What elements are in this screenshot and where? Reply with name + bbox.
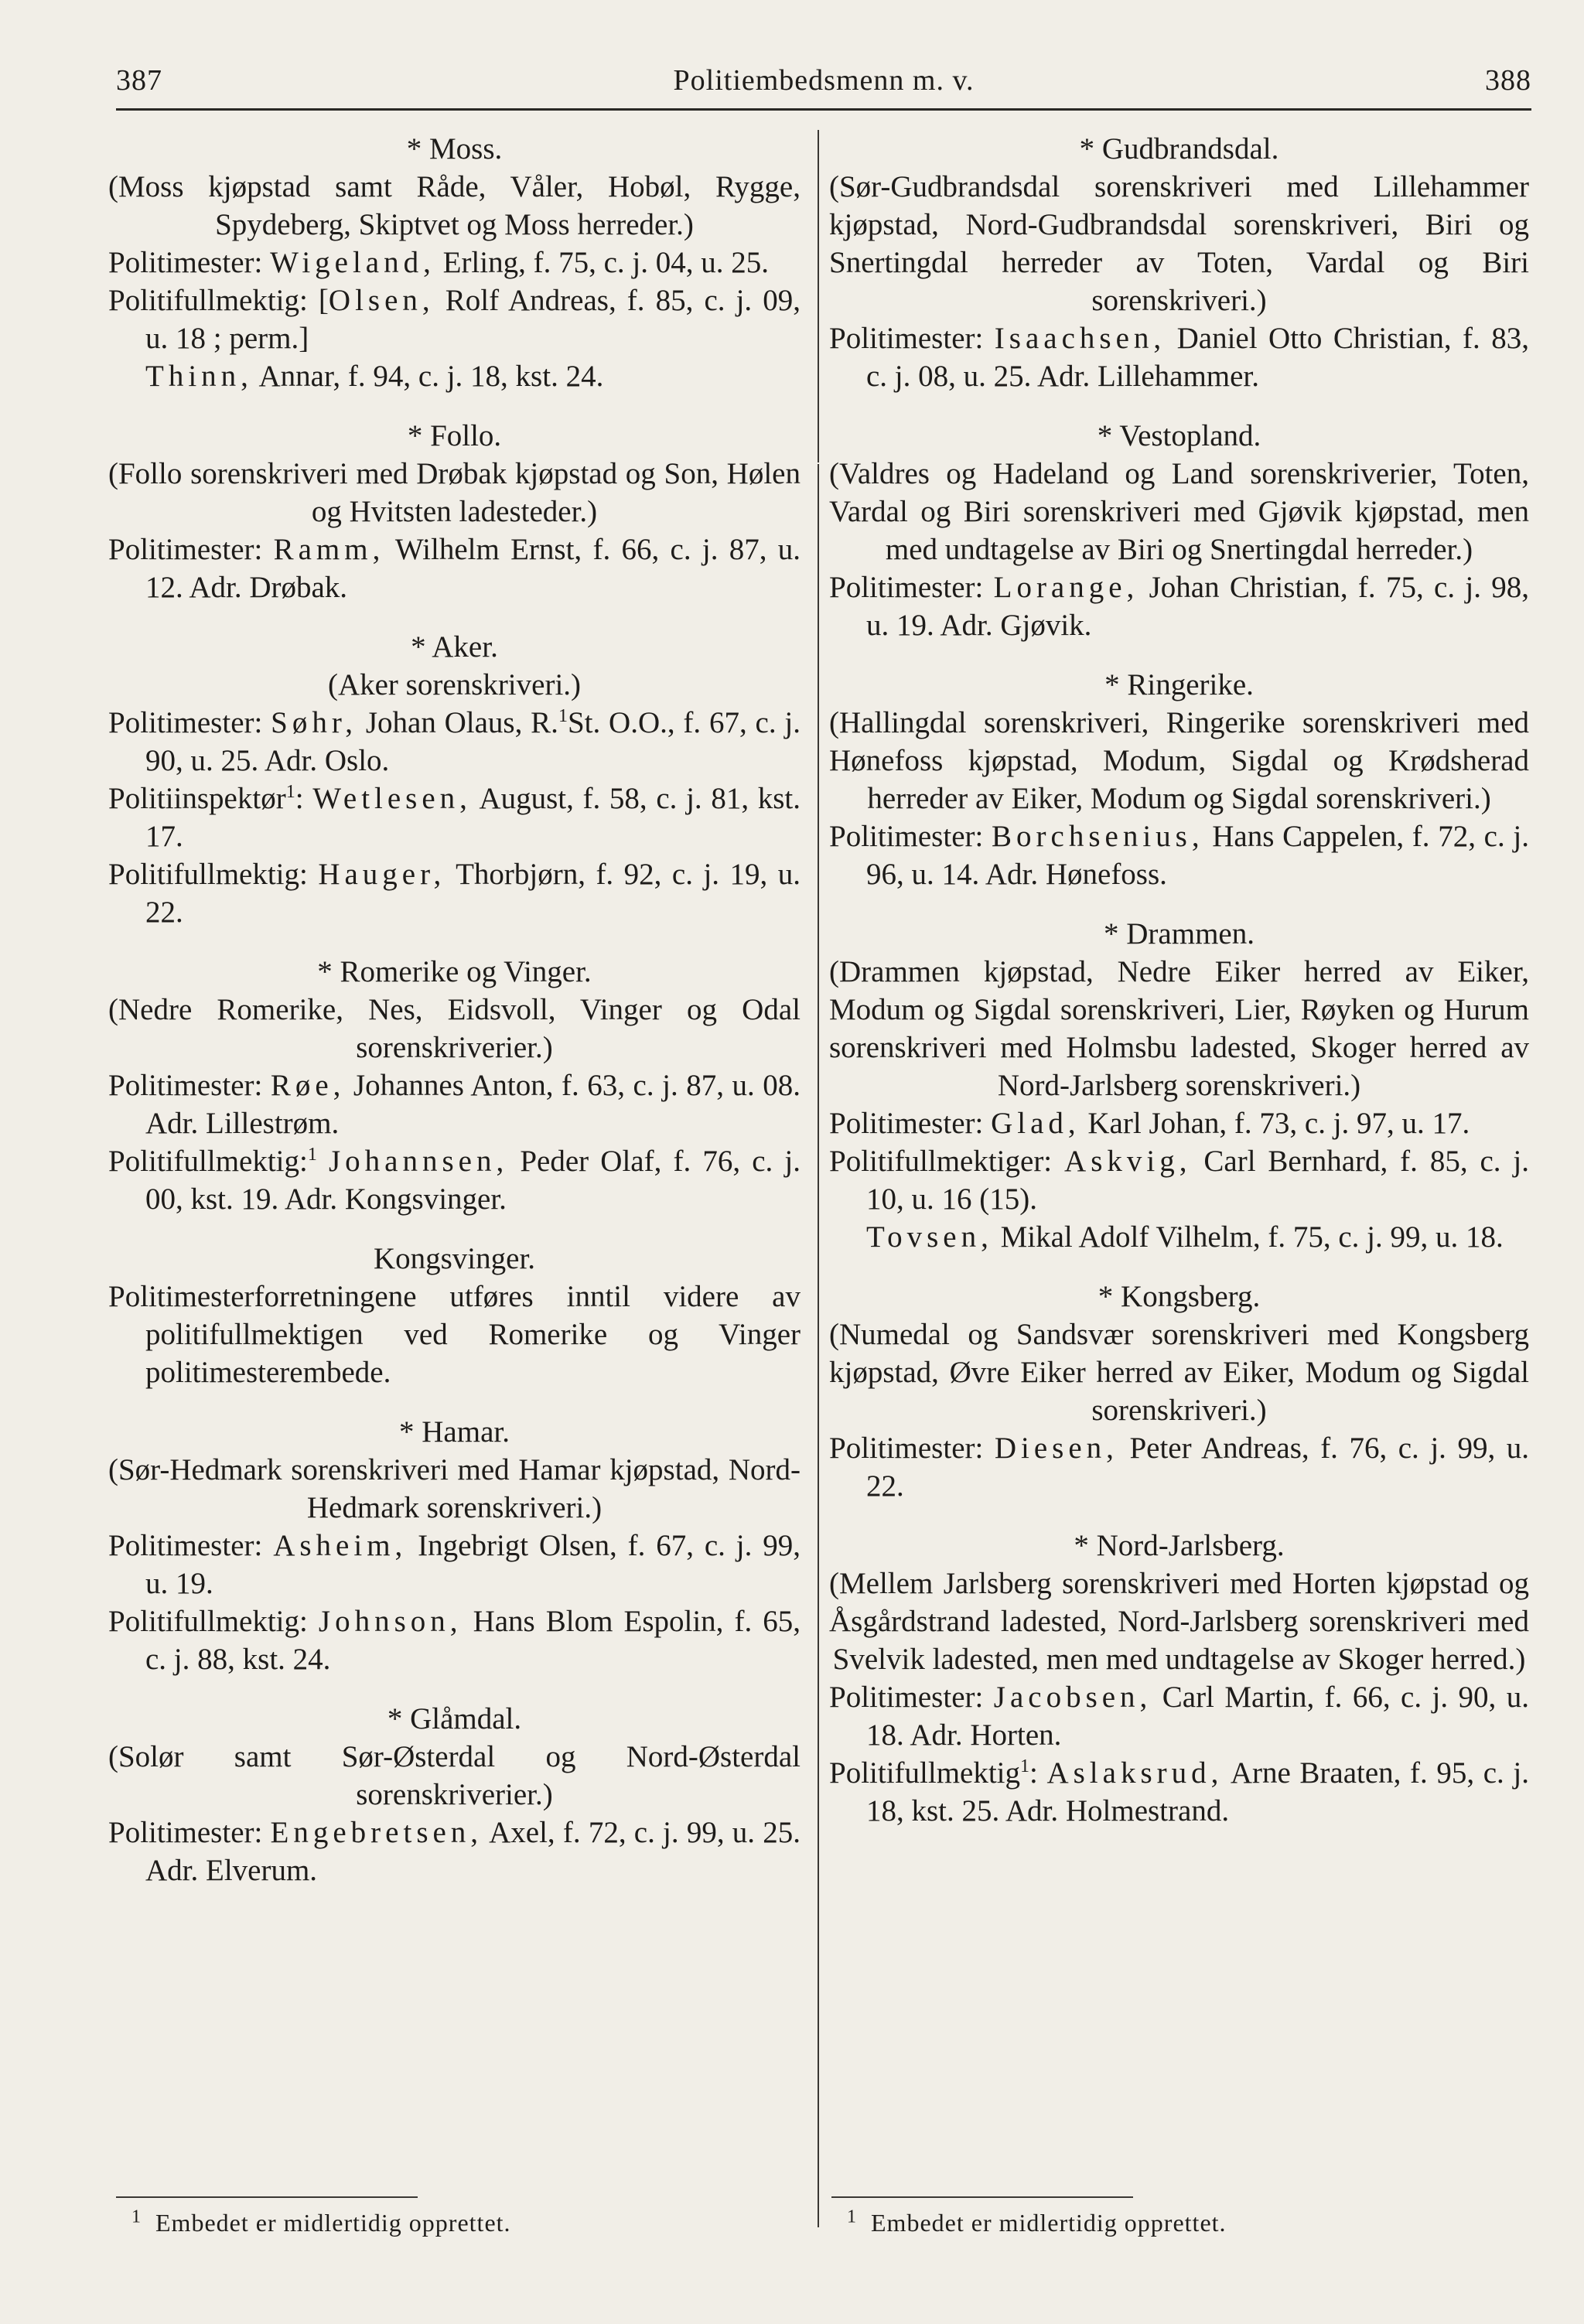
entry-politimester: Politimester: Røe, Johannes Anton, f. 63, c. j. 87, u. 08. Adr. Lillestrøm. — [108, 1069, 801, 1140]
section-kongsvinger — [108, 1240, 801, 1391]
page-number-left: 387 — [116, 64, 162, 97]
entry-politifullmektig: Politifullmektig: Johnson, Hans Blom Espolin, f. 65, c. j. 88, kst. 24. — [108, 1605, 801, 1676]
section-title: * Drammen. — [1104, 917, 1255, 950]
section-description: (Mellem Jarlsberg sorenskriveri med Horten kjøpstad og Åsgårdstrand ladested, Nord-Jarlsberg sorenskriveri med Svelvik ladested, men med undtagelse av Skoger herred.) — [829, 1567, 1529, 1676]
section-title: * Glåmdal. — [387, 1702, 522, 1735]
section-title: * Hamar. — [399, 1415, 510, 1449]
entry-politimester: Politimester: Glad, Karl Johan, f. 73, c. j. 97, u. 17. — [829, 1107, 1470, 1140]
section-romerike — [108, 953, 801, 1218]
running-title: Politiembedsmenn m. v. — [673, 64, 975, 97]
entry-politimester: Politimester: Asheim, Ingebrigt Olsen, f. 67, c. j. 99, u. 19. — [108, 1529, 801, 1600]
section-title: * Kongsberg. — [1098, 1280, 1261, 1313]
entry-politimester: Politimester: Ramm, Wilhelm Ernst, f. 66, c. j. 87, u. 12. Adr. Drøbak. — [108, 533, 801, 604]
section-title: * Nord-Jarlsberg. — [1074, 1529, 1285, 1562]
page-header — [116, 63, 1531, 110]
footnote-right: $^1$ Embedet er midlertidig opprettet. — [847, 2206, 1227, 2237]
section-description: (Solør samt Sør-Østerdal og Nord-Østerdal sorenskriverier.) — [108, 1740, 801, 1811]
section-description: (Sør-Gudbrandsdal sorenskriveri med Lillehammer kjøpstad, Nord-Gudbrandsdal sorenskriveri, Biri og Snertingdal herreder av Toten, Vardal og Biri sorenskriveri.) — [829, 170, 1529, 317]
section-title: * Aker. — [411, 630, 498, 664]
section-description: (Aker sorenskriveri.) — [327, 668, 582, 701]
section-title: * Vestopland. — [1097, 419, 1261, 452]
entry-politiinspektor: Politiinspektør$^1$: Wetlesen, August, f. 58, c. j. 81, kst. 17. — [108, 782, 801, 853]
section-drammen — [829, 915, 1529, 1256]
page-number-right: 388 — [1485, 64, 1531, 97]
section-description: (Drammen kjøpstad, Nedre Eiker herred av Eiker, Modum og Sigdal sorenskriveri, Lier, Røyken og Hurum sorenskriveri med Holmsbu ladested, Skoger herred av Nord-Jarlsberg sorenskriveri.) — [829, 955, 1529, 1102]
section-description: (Nedre Romerike, Nes, Eidsvoll, Vinger og Odal sorenskriverier.) — [108, 993, 801, 1064]
entry-politifullmektig: Politifullmektig: Hauger, Thorbjørn, f. 92, c. j. 19, u. 22. — [108, 858, 801, 929]
section-title: * Romerike og Vinger. — [317, 955, 592, 988]
entry-politimester: Politimester: Lorange, Johan Christian, f. 75, c. j. 98, u. 19. Adr. Gjøvik. — [829, 571, 1529, 642]
entry-politifullmektiger: Politifullmektiger: Askvig, Carl Bernhard, f. 85, c. j. 10, u. 16 (15). — [829, 1145, 1530, 1216]
entry-politimester: Politimester: Jacobsen, Carl Martin, f. 66, c. j. 90, u. 18. Adr. Horten. — [829, 1681, 1529, 1752]
section-description: (Sør-Hedmark sorenskriveri med Hamar kjøpstad, Nord-Hedmark sorenskriveri.) — [108, 1453, 801, 1524]
section-description: (Valdres og Hadeland og Land sorenskriverier, Toten, Vardal og Biri sorenskriveri med Gjøvik kjøpstad, men med undtagelse av Biri og Snertingdal herreder.) — [829, 457, 1529, 566]
section-description: (Moss kjøpstad samt Råde, Våler, Hobøl, Rygge, Spydeberg, Skiptvet og Moss herreder.) — [108, 170, 801, 241]
section-description: (Follo sorenskriveri med Drøbak kjøpstad og Son, Hølen og Hvitsten ladesteder.) — [108, 457, 801, 528]
entry-politimester: Politimester: Diesen, Peter Andreas, f. 76, c. j. 99, u. 22. — [829, 1432, 1529, 1503]
section-moss — [108, 130, 801, 395]
column-divider-upper — [818, 130, 819, 462]
section-kongsberg — [829, 1278, 1529, 1505]
section-title: Kongsvinger. — [373, 1242, 536, 1275]
section-title: * Moss. — [406, 132, 503, 166]
section-ringerike — [829, 666, 1529, 893]
entry-politifullmektig: Politifullmektig: [Olsen, Rolf Andreas, f. 85, c. j. 09, u. 18 ; perm.] — [108, 284, 801, 355]
section-description: (Hallingdal sorenskriveri, Ringerike sorenskriveri med Hønefoss kjøpstad, Modum, Sigdal og Krødsherad herreder av Eiker, Modum og Sigdal sorenskriveri.) — [829, 706, 1529, 815]
footnote-rule-left — [116, 2196, 418, 2198]
section-hamar — [108, 1413, 801, 1678]
entry-politimester: Politimester: Wigeland, Erling, f. 75, c. j. 04, u. 25. — [108, 246, 769, 279]
header-rule — [116, 108, 1531, 111]
section-glamdal — [108, 1700, 801, 1889]
entry-politimester: Politimester: Isaachsen, Daniel Otto Christian, f. 83, c. j. 08, u. 25. Adr. Lillehammer. — [829, 322, 1529, 393]
section-title: * Ringerike. — [1104, 668, 1254, 701]
entry-politifullmektig: Politifullmektig$^1$: Aslaksrud, Arne Braaten, f. 95, c. j. 18, kst. 25. Adr. Holmestrand. — [829, 1756, 1529, 1827]
section-follo — [108, 417, 801, 606]
kongsvinger-note: Politimesterforretningene utføres inntil videre av politifullmektigen ved Romerike og Vinger politimesterembede. — [108, 1280, 801, 1389]
section-title: * Gudbrandsdal. — [1079, 132, 1279, 166]
right-column — [829, 130, 1529, 1851]
section-title: * Follo. — [407, 419, 502, 452]
section-nord-jarlsberg — [829, 1527, 1529, 1830]
left-column — [108, 130, 801, 1911]
entry-politimester: Politimester: Søhr, Johan Olaus, R.$^1$St. O.O., f. 67, c. j. 90, u. 25. Adr. Oslo. — [108, 706, 801, 777]
section-gudbrandsdal — [829, 130, 1529, 395]
entry-politifullmektig: Politifullmektig:$^1$ Johannsen, Peder Olaf, f. 76, c. j. 00, kst. 19. Adr. Kongsvinger. — [108, 1145, 801, 1216]
entry-politifullmektig-2: Thinn, Annar, f. 94, c. j. 18, kst. 24. — [145, 360, 604, 393]
column-divider-lower — [818, 464, 819, 2227]
section-description: (Numedal og Sandsvær sorenskriveri med Kongsberg kjøpstad, Øvre Eiker herred av Eiker, Modum og Sigdal sorenskriveri.) — [829, 1318, 1529, 1427]
footnote-rule-right — [831, 2196, 1133, 2198]
entry-politimester: Politimester: Borchsenius, Hans Cappelen, f. 72, c. j. 96, u. 14. Adr. Hønefoss. — [829, 820, 1529, 891]
footnote-left: $^1$ Embedet er midlertidig opprettet. — [131, 2206, 511, 2237]
section-vestopland — [829, 417, 1529, 644]
entry-politifullmektiger-2: Tovsen, Mikal Adolf Vilhelm, f. 75, c. j. 99, u. 18. — [866, 1220, 1504, 1254]
entry-politimester: Politimester: Engebretsen, Axel, f. 72, c. j. 99, u. 25. Adr. Elverum. — [108, 1816, 801, 1887]
section-aker — [108, 628, 801, 931]
